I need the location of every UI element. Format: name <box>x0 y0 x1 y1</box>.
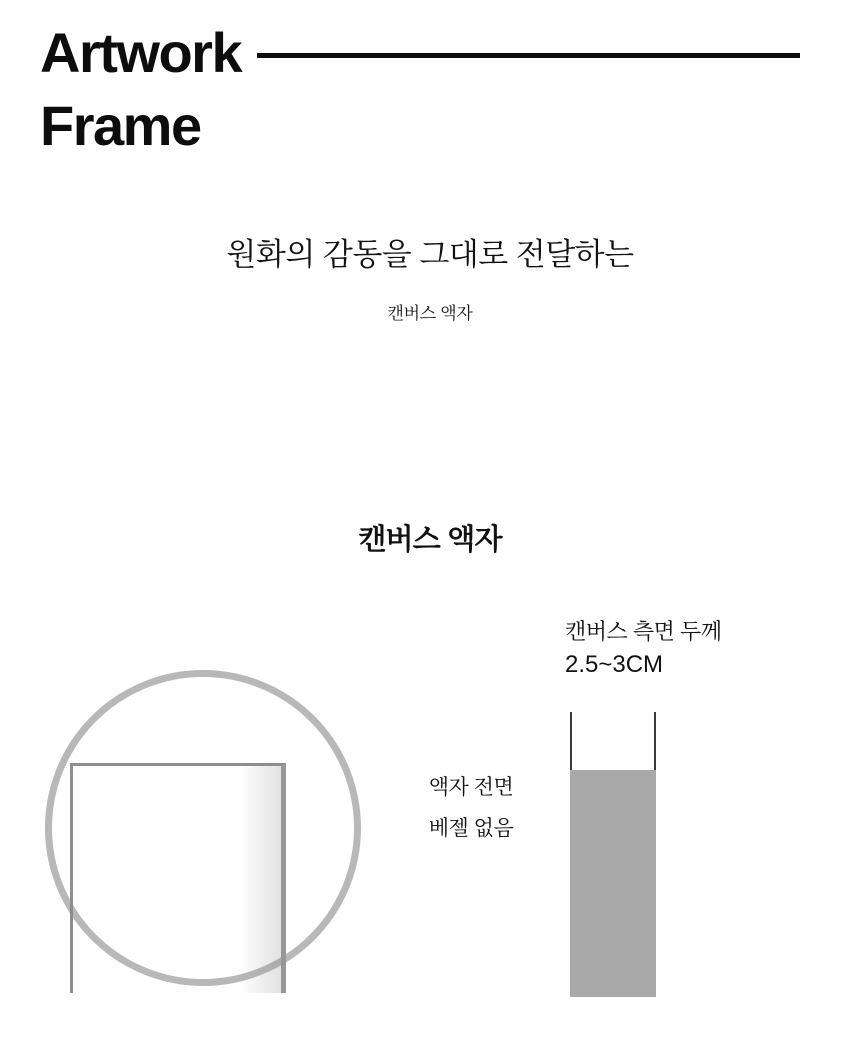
front-bezel-label <box>396 768 546 850</box>
intro-block <box>0 235 860 324</box>
title-rule-divider <box>257 53 800 58</box>
thickness-label <box>565 616 855 683</box>
intro-headline: 원화의 감동을 그대로 전달하는 <box>226 237 634 272</box>
page-title-artwork: Artwork <box>40 21 242 84</box>
page-title-frame: Frame <box>40 94 201 157</box>
front-bezel-label-line1: 액자 전면 <box>428 776 514 799</box>
front-bezel-label-line2: 베젤 없음 <box>428 816 514 840</box>
measure-tick-left-icon <box>570 712 572 770</box>
title-block <box>40 21 800 157</box>
title-first-line <box>40 22 800 84</box>
thickness-value-text: 2.5~3CM <box>565 650 664 678</box>
thickness-label-text: 캔버스 측면 두께 <box>565 619 722 644</box>
intro-subtitle: 캔버스 액자 <box>387 304 473 324</box>
thickness-bar-diagram <box>570 712 656 997</box>
measure-tick-right-icon <box>654 712 656 770</box>
frame-corner-illustration <box>45 670 375 1000</box>
frame-corner-shape <box>70 763 286 993</box>
canvas-side-bar <box>570 770 656 997</box>
page-header <box>0 0 860 190</box>
section-title: 캔버스 액자 <box>358 524 502 556</box>
frame-diagram <box>0 600 860 1038</box>
